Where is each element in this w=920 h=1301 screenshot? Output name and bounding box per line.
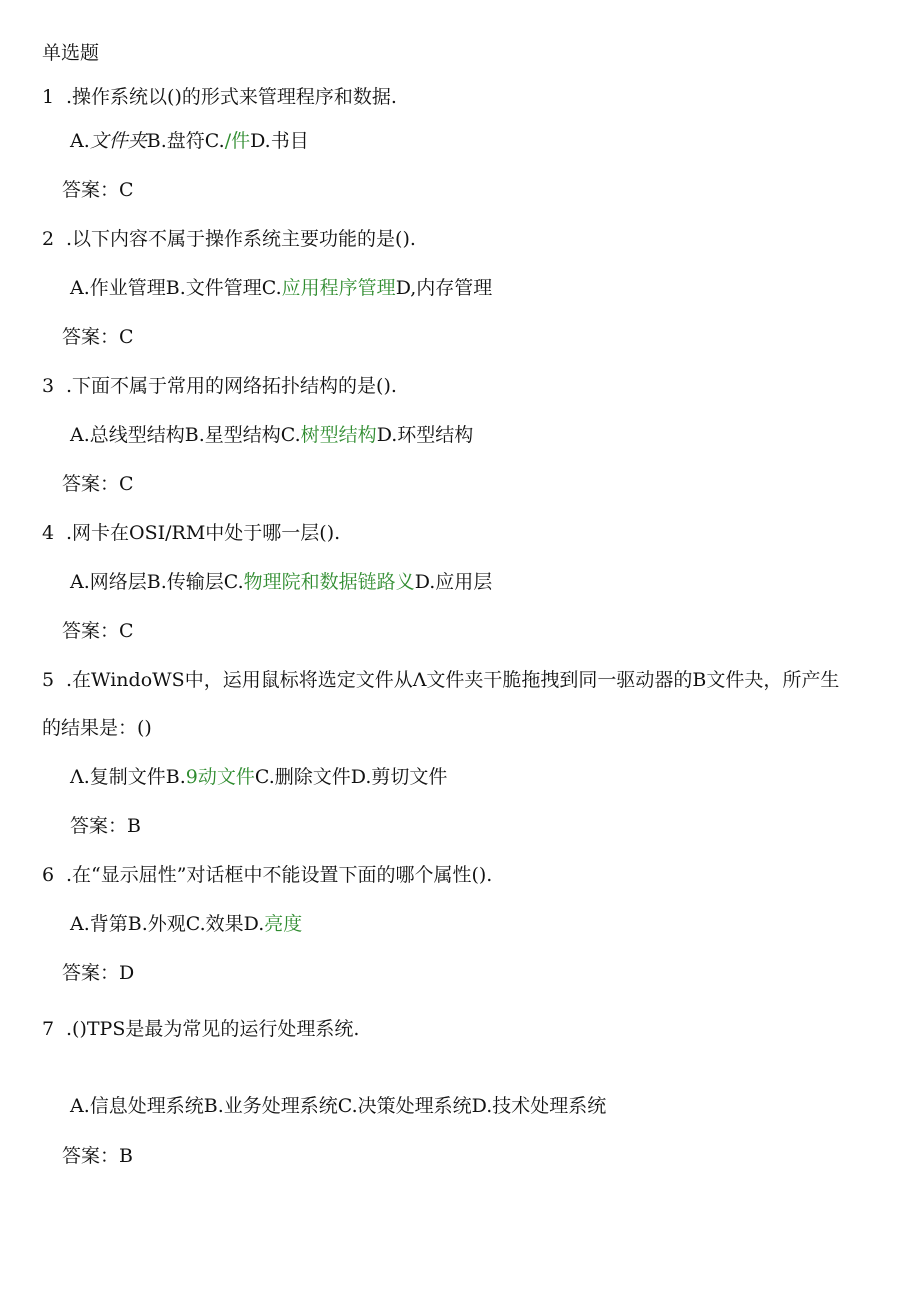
- question-text: .下面不属于常用的网络拓扑结构的是().: [66, 375, 397, 397]
- question-6: [42, 866, 492, 885]
- question-number: 3: [42, 375, 55, 397]
- question-2: [42, 230, 416, 249]
- question-6-options: [70, 915, 302, 934]
- option-segment: D,内存管理: [395, 277, 493, 299]
- option-segment: A.背第B.外观C.效果D.: [70, 913, 265, 935]
- question-5-options: [70, 768, 447, 787]
- option-segment: D.环型结构: [376, 424, 474, 446]
- question-7-options: [70, 1097, 606, 1116]
- option-segment: B.盘符C.: [146, 130, 225, 152]
- section-title: 单选题: [42, 42, 100, 64]
- question-number: 4: [42, 522, 55, 544]
- option-segment: D.应用层: [414, 571, 493, 593]
- question-number: 7: [42, 1018, 55, 1040]
- question-4-options: [70, 573, 492, 592]
- question-text: .以下内容不属于操作系统主要功能的是().: [66, 228, 416, 250]
- option-segment: C.删除文件D.剪切文件: [254, 766, 448, 788]
- question-number: 6: [42, 864, 55, 886]
- question-7-answer: 答案：B: [62, 1145, 133, 1167]
- question-5-text-continued: 的结果是：(): [42, 717, 152, 739]
- question-text: .在WindoWS中，运用鼠标将选定文件从Λ文件夹干脆拖拽到同一驱动器的B文件夬，所产生: [66, 669, 840, 691]
- question-text: .()TPS是最为常见的运行处理系统.: [66, 1018, 360, 1040]
- correct-option-highlight: 9动文件: [185, 766, 255, 788]
- question-number: 2: [42, 228, 55, 250]
- correct-option-highlight: 应用程序管理: [281, 277, 396, 299]
- option-segment: A.信息处理系统B.业务处理系统C.决策处理系统D.技术处理系统: [70, 1095, 607, 1117]
- correct-option-highlight: 树型结构: [300, 424, 377, 446]
- question-1: [42, 88, 397, 107]
- question-6-answer: 答案：D: [62, 962, 135, 984]
- question-5: [42, 671, 839, 690]
- option-segment: A.: [70, 130, 90, 152]
- question-3-answer: 答案：C: [62, 473, 134, 495]
- option-segment: A.网络层B.传输层C.: [70, 571, 244, 593]
- option-segment: D.书目: [250, 130, 309, 152]
- question-2-options: [70, 279, 492, 298]
- question-4: [42, 524, 340, 543]
- question-text: .网卡在OSI/RM中处于哪一层().: [66, 522, 341, 544]
- question-5-answer: 答案：B: [70, 815, 141, 837]
- correct-option-highlight: 亮度: [264, 913, 303, 935]
- correct-option-highlight: /件: [224, 130, 251, 152]
- question-number: 5: [42, 669, 55, 691]
- option-segment: A.作业管理B.文件管理C.: [70, 277, 282, 299]
- question-text: .操作系统以()的形式来管理程序和数据.: [66, 86, 397, 108]
- question-text: .在“显示屈性”对话框中不能设置下面的哪个属性().: [66, 864, 493, 886]
- question-1-answer: 答案：C: [62, 179, 134, 201]
- option-segment: Λ.复制文件B.: [70, 766, 186, 788]
- question-number: 1: [42, 86, 55, 108]
- question-7: [42, 1020, 359, 1039]
- question-4-answer: 答案：C: [62, 620, 134, 642]
- question-2-answer: 答案：C: [62, 326, 134, 348]
- option-segment: A.总线型结构B.星型结构C.: [70, 424, 301, 446]
- correct-option-highlight: 物理院和数据链路义: [243, 571, 415, 593]
- question-3: [42, 377, 397, 396]
- question-1-options: [70, 132, 309, 151]
- option-segment: 文件夹: [89, 130, 147, 152]
- question-3-options: [70, 426, 473, 445]
